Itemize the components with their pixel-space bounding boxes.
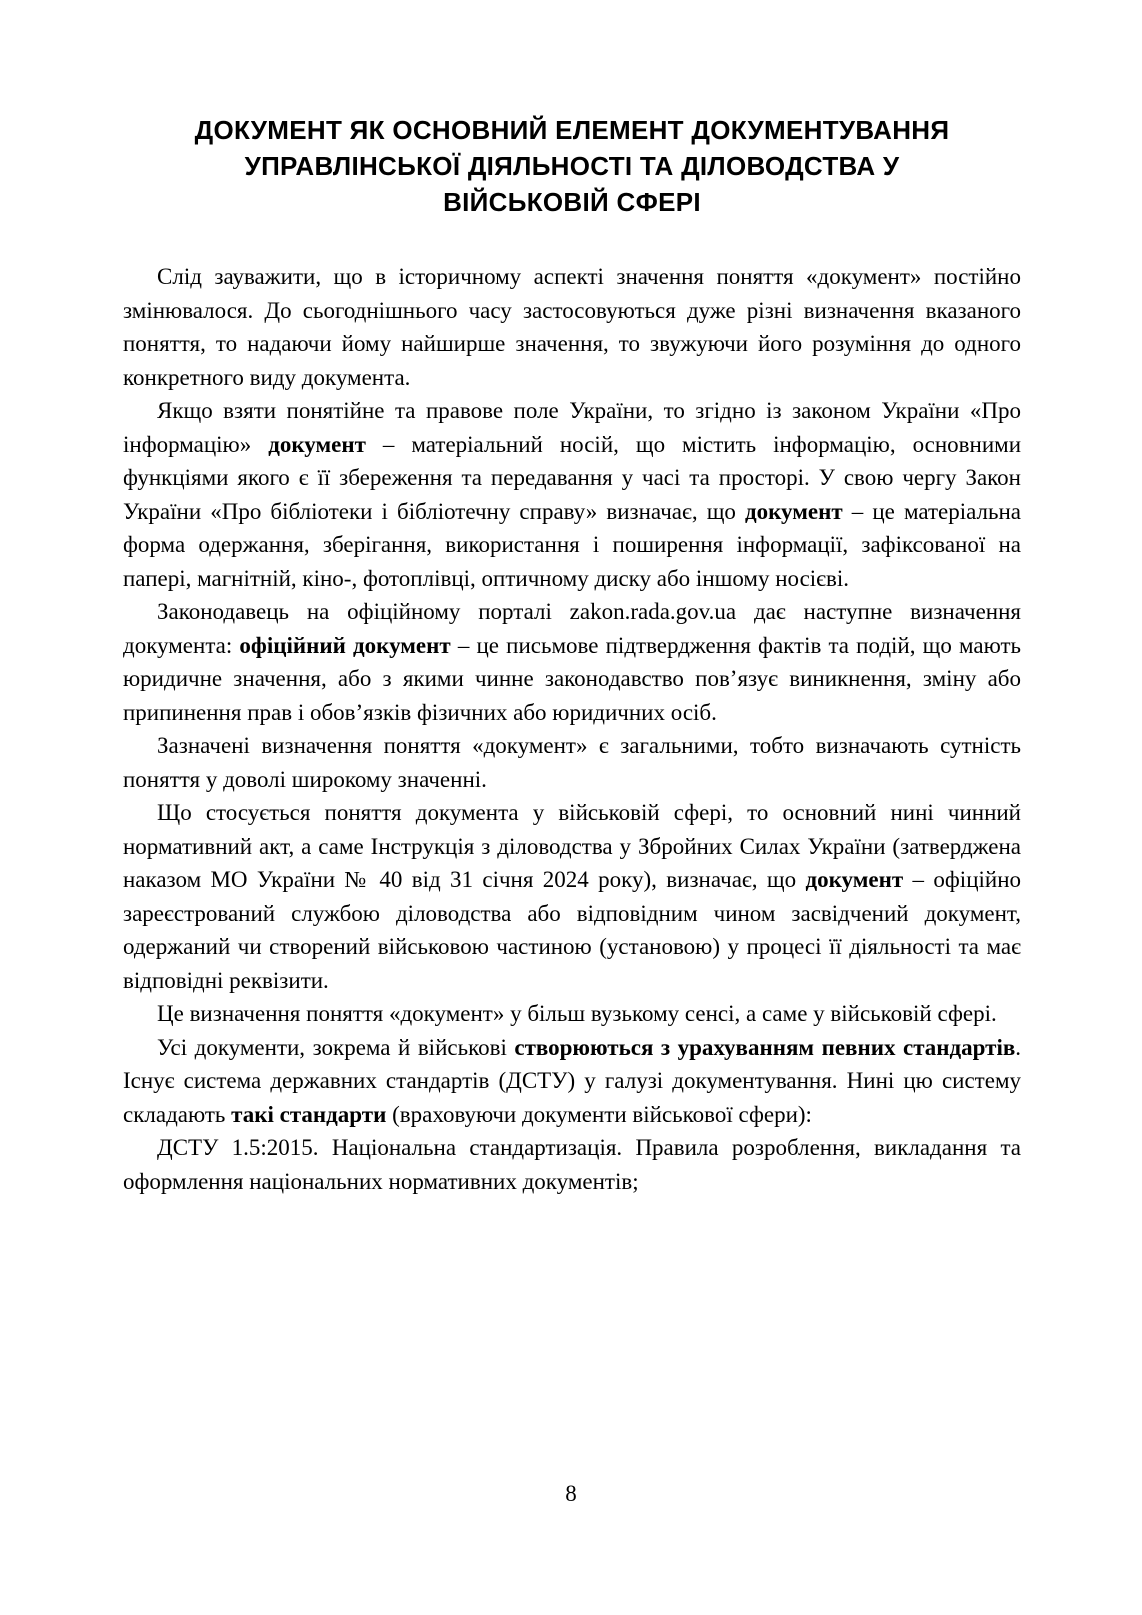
body-paragraphs bbox=[123, 260, 1021, 1198]
paragraph bbox=[123, 595, 1021, 729]
paragraph bbox=[123, 796, 1021, 997]
paragraph-bold-text: документ bbox=[805, 867, 904, 892]
paragraph-bold-text: створюються з урахуванням певних стандартів bbox=[514, 1034, 1016, 1060]
paragraph-bold-text: документ bbox=[745, 498, 843, 524]
paragraph-bold-text: такі стандарти bbox=[231, 1101, 387, 1127]
page-number: 8 bbox=[565, 1481, 577, 1506]
paragraph-text: – це матеріальна форма одержання, зберігання, використання і поширення інформації, зафіксованої на папері, магнітній, кіно-, фотоплівці, оптичному диску або іншому носієві. bbox=[123, 498, 1021, 591]
title-line-1: ДОКУМЕНТ ЯК ОСНОВНИЙ ЕЛЕМЕНТ ДОКУМЕНТУВАННЯ bbox=[194, 115, 950, 145]
paragraph-bold-text: офіційний документ bbox=[239, 632, 451, 658]
paragraph-text: . Існує система державних стандартів (ДСТУ) у галузі документування. Нині цю систему складають bbox=[123, 1034, 1022, 1127]
paragraph-text: Що стосується поняття документа у військовій сфері, то основний нині чинний нормативний акт, а саме Інструкція з діловодства у Збройних Силах України (затверджена наказом МО України № 40 від 31 січня 2024 року), визначає, що bbox=[123, 800, 1021, 892]
paragraph bbox=[123, 729, 1021, 796]
paragraph bbox=[123, 1131, 1021, 1198]
paragraph-text: – це письмове підтвердження фактів та подій, що мають юридичне значення, або з якими чинне законодавство пов’язує виникнення, зміну або припинення прав і обов’язків фізичних або юридичних осіб. bbox=[123, 632, 1022, 725]
page-content bbox=[123, 112, 1021, 1198]
paragraph-text: Усі документи, зокрема й військові bbox=[157, 1034, 515, 1060]
paragraph bbox=[123, 1031, 1021, 1132]
paragraph-text: – матеріальний носій, що містить інформацію, основними функціями якого є її збереження та передавання у часі та просторі. У свою чергу Закон України «Про бібліотеки і бібліотечну справу» визначає, що bbox=[123, 431, 1021, 524]
paragraph-text: (враховуючи документи військової сфери): bbox=[386, 1101, 812, 1127]
title-line-3: ВІЙСЬКОВІЙ СФЕРІ bbox=[443, 187, 701, 217]
paragraph bbox=[123, 997, 1021, 1031]
page-title bbox=[123, 112, 1021, 220]
paragraph-text: Якщо взяти понятійне та правове поле України, то згідно із законом України «Про інформацію» bbox=[123, 398, 1021, 457]
paragraph-bold-text: документ bbox=[268, 431, 366, 457]
paragraph-text: – офіційно зареєстрований службою діловодства або відповідним чином засвідчений документ, одержаний чи створений військовою частиною (установою) у процесі її діяльності та має відповідні реквізити. bbox=[123, 867, 1022, 993]
paragraph-text: Зазначені визначення поняття «документ» є загальними, тобто визначають сутність поняття у доволі широкому значенні. bbox=[123, 733, 1021, 792]
paragraph-text: Законодавець на офіційному порталі zakon.rada.gov.ua дає наступне визначення документа: bbox=[123, 599, 1021, 658]
paragraph-text: Це визначення поняття «документ» у більш вузькому сенсі, а саме у військовій сфері. bbox=[157, 1001, 997, 1026]
title-line-2: УПРАВЛІНСЬКОЇ ДІЯЛЬНОСТІ ТА ДІЛОВОДСТВА У bbox=[244, 151, 900, 181]
paragraph bbox=[123, 394, 1021, 595]
paragraph-text: ДСТУ 1.5:2015. Національна стандартизація. Правила розроблення, викладання та оформлення національних нормативних документів; bbox=[123, 1135, 1021, 1194]
paragraph-text: Слід зауважити, що в історичному аспекті значення поняття «документ» постійно змінювалося. До сьогоднішнього часу застосовуються дуже різні визначення вказаного поняття, то надаючи йому найширше значення, то звужуючи його розуміння до одного конкретного виду документа. bbox=[123, 264, 1021, 390]
paragraph bbox=[123, 260, 1021, 394]
